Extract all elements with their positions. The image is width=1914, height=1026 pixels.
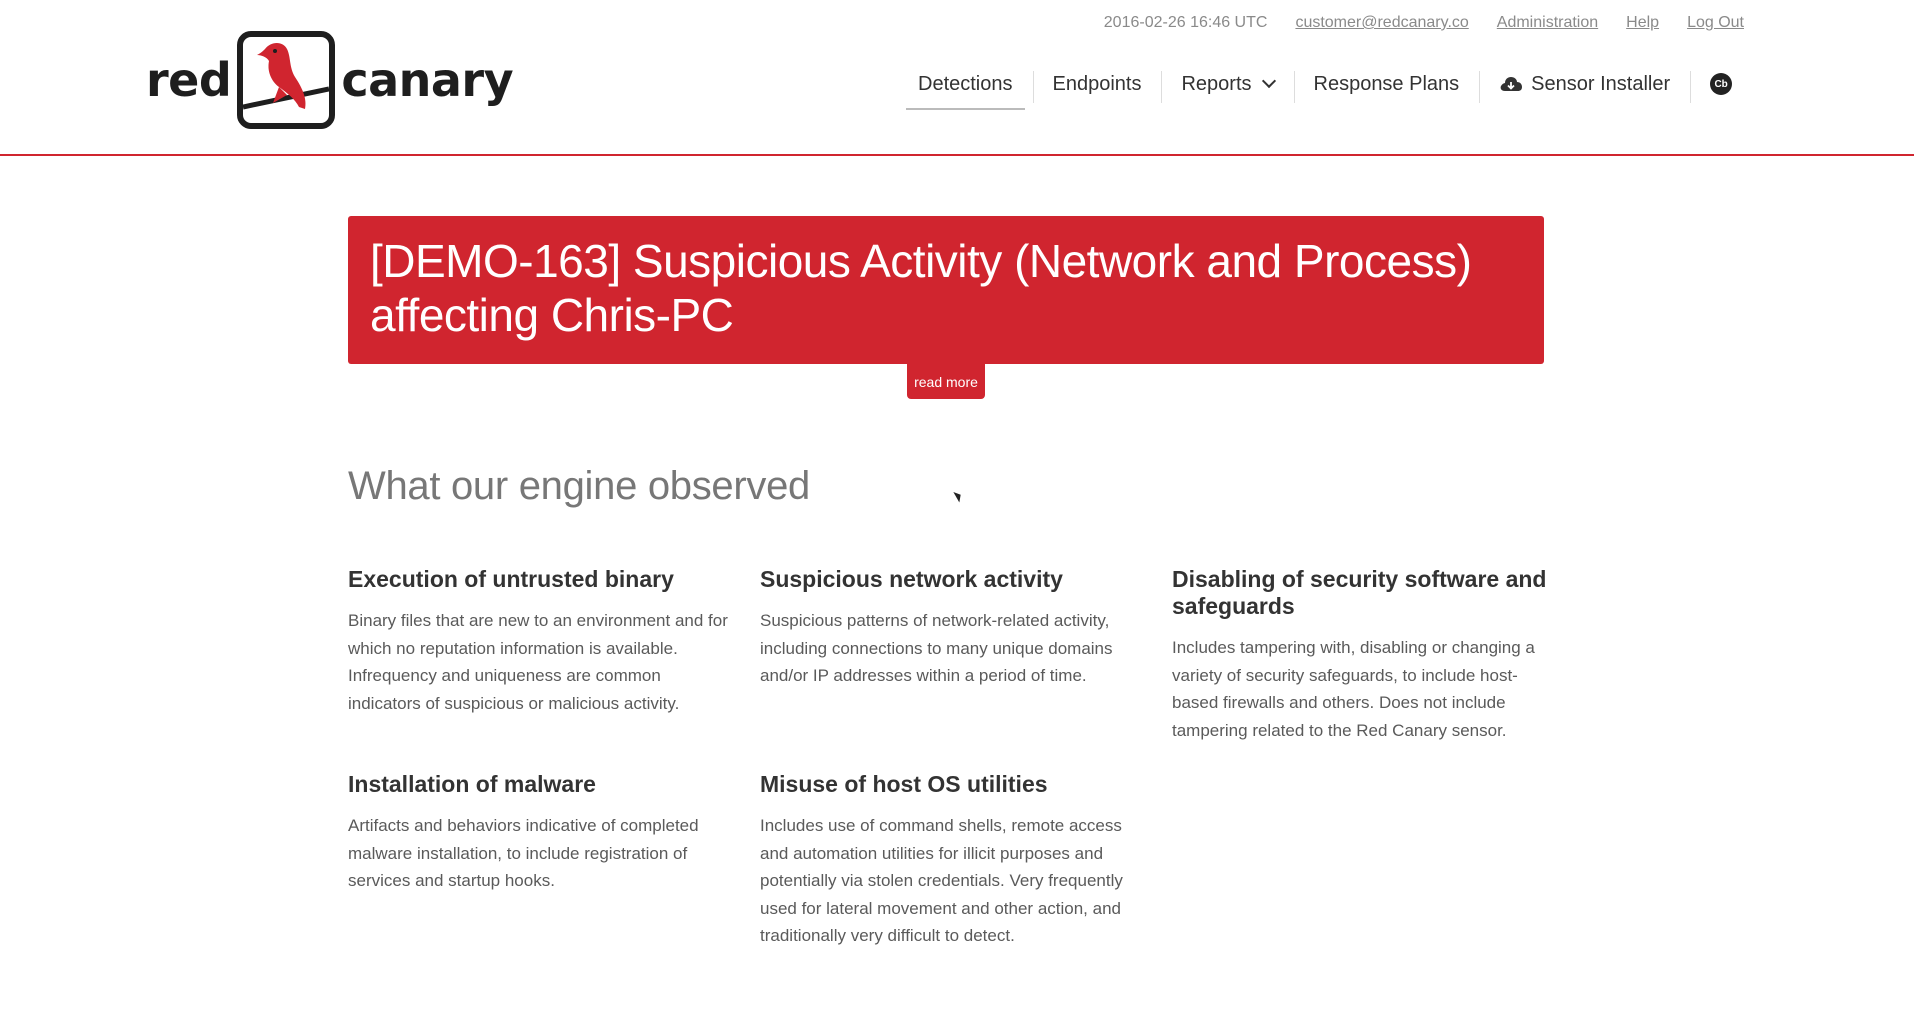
user-email-link[interactable]: customer@redcanary.co [1295, 14, 1469, 31]
nav-response-plans-label: Response Plans [1313, 72, 1460, 95]
cloud-download-icon [1499, 75, 1523, 93]
nav-carbon-black[interactable] [1690, 65, 1752, 103]
nav-sensor-installer[interactable] [1479, 65, 1690, 104]
detection-banner [348, 216, 1544, 364]
timestamp: 2016-02-26 16:46 UTC [1103, 14, 1268, 31]
observed-item [760, 771, 1140, 950]
nav-reports-dropdown[interactable] [1161, 65, 1293, 104]
observed-item-description: Artifacts and behaviors indicative of completed malware installation, to include registration of services and startup hooks. [348, 816, 699, 890]
read-more-button[interactable]: read more [907, 364, 985, 399]
main-nav [898, 62, 1752, 106]
site-header [0, 0, 1914, 156]
observed-item [348, 771, 728, 895]
observed-item-description: Includes use of command shells, remote access and automation utilities for illicit purposes and potentially via stolen credentials. Very frequently used for lateral movement and other action, and traditionally very difficult to detect. [760, 816, 1123, 945]
help-link[interactable]: Help [1626, 14, 1660, 31]
observed-item [1172, 566, 1552, 744]
detection-title: [DEMO-163] Suspicious Activity (Network and Process) affecting Chris-PC [370, 235, 1472, 341]
mouse-cursor [953, 490, 963, 503]
observed-item [348, 566, 728, 717]
carbon-black-icon: Cb [1710, 73, 1732, 95]
observed-item-title: Suspicious network activity [760, 566, 1063, 592]
nav-detections-label: Detections [918, 72, 1013, 95]
observed-item-title: Misuse of host OS utilities [760, 771, 1048, 797]
red-canary-logo[interactable] [146, 28, 513, 132]
utility-bar [1104, 14, 1744, 32]
nav-detections[interactable] [898, 65, 1033, 104]
observed-item-description: Binary files that are new to an environment and for which no reputation information is available. Infrequency and uniqueness are common indicators of suspicious or malicious activity. [348, 611, 728, 713]
nav-sensor-installer-label: Sensor Installer [1531, 72, 1671, 95]
observed-item-title: Execution of untrusted binary [348, 566, 674, 592]
logo-word-canary: canary [341, 53, 514, 107]
chevron-down-icon [1261, 74, 1275, 88]
nav-endpoints-label: Endpoints [1052, 72, 1142, 95]
nav-endpoints[interactable] [1033, 65, 1162, 104]
observed-item-description: Includes tampering with, disabling or changing a variety of security safeguards, to include host-based firewalls and others. Does not include tampering related to the Red Canary sensor. [1172, 638, 1535, 740]
observed-item-title: Disabling of security software and safeguards [1172, 566, 1547, 619]
nav-reports-label: Reports [1181, 72, 1252, 95]
canary-bird-icon [237, 31, 335, 129]
observed-item-description: Suspicious patterns of network-related activity, including connections to many unique domains and/or IP addresses within a period of time. [760, 611, 1113, 685]
nav-response-plans[interactable] [1294, 65, 1480, 104]
administration-link[interactable]: Administration [1496, 14, 1599, 31]
logout-link[interactable]: Log Out [1687, 14, 1744, 31]
observed-heading: What our engine observed [348, 464, 810, 508]
observed-item-title: Installation of malware [348, 771, 596, 797]
observed-item [760, 566, 1140, 690]
logo-word-red: red [146, 53, 232, 107]
